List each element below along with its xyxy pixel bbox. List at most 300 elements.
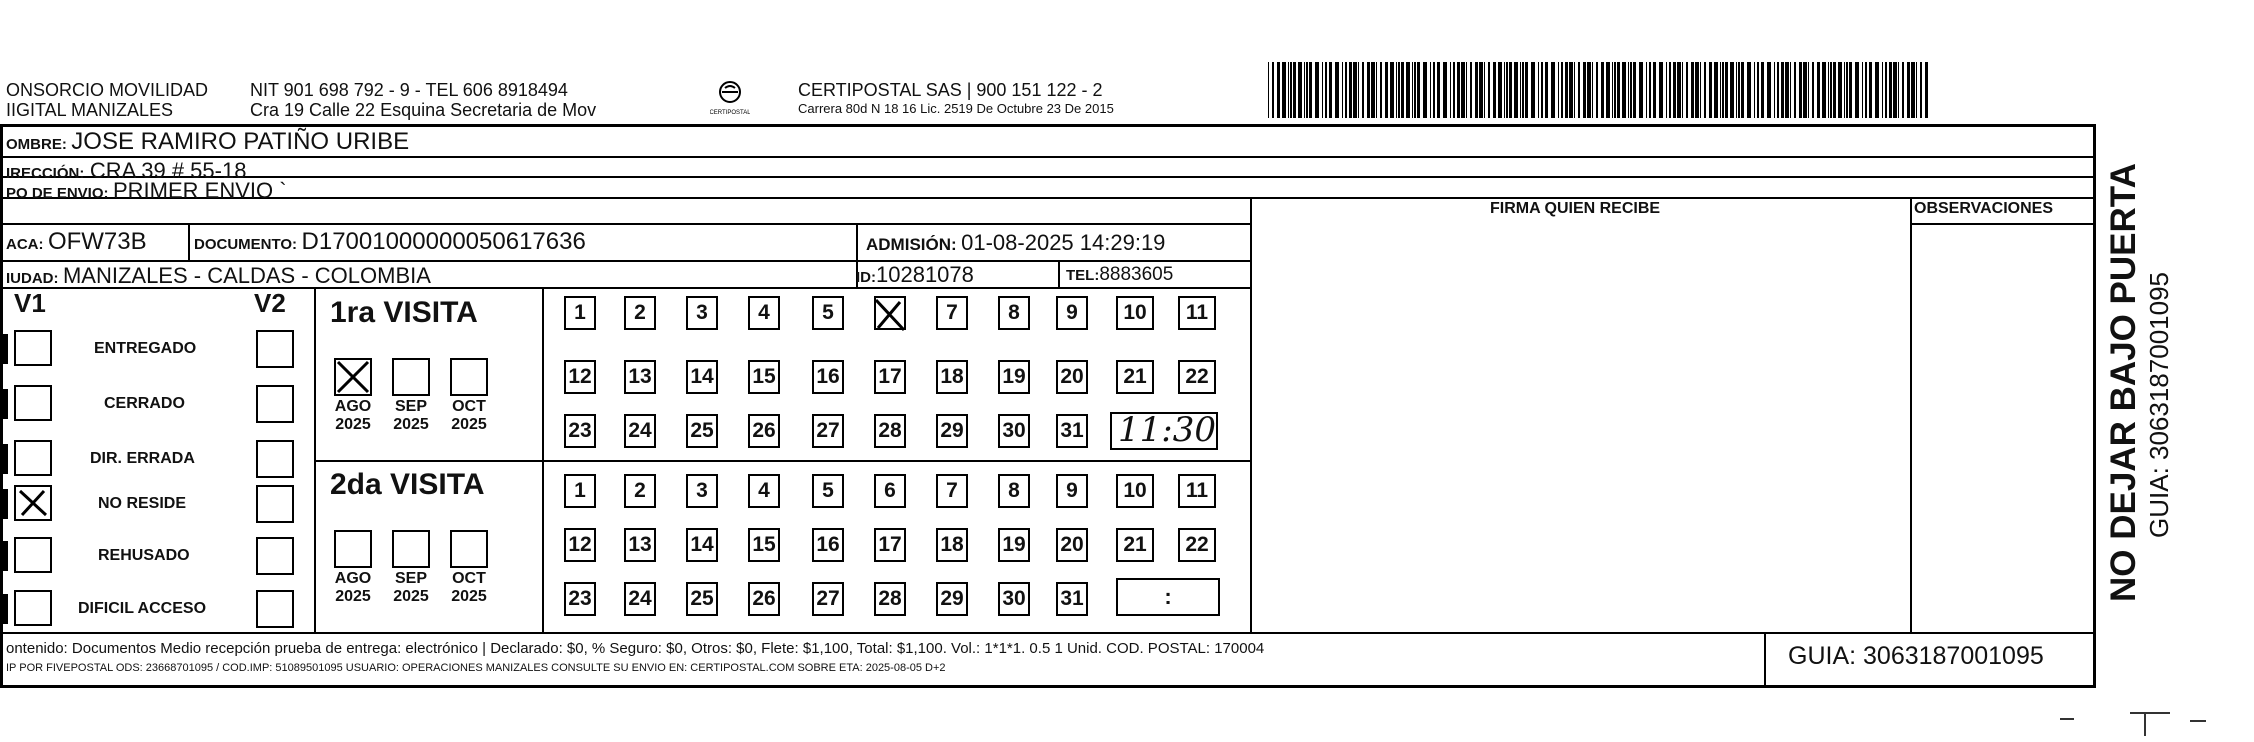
barcode-bar [1583, 62, 1586, 118]
barcode-bar [1606, 62, 1610, 118]
first-visit-day-13[interactable]: 13 [624, 360, 656, 394]
month-year-label [332, 570, 374, 606]
first-visit-day-19[interactable]: 19 [998, 360, 1030, 394]
divider [1250, 197, 1252, 634]
barcode-bar [1833, 62, 1836, 118]
barcode-bar [1569, 62, 1573, 118]
placa-field: ACA: OFW73B [6, 228, 147, 255]
barcode-bar [1720, 62, 1721, 118]
documento-field: DOCUMENTO: D17001000000050617636 [194, 228, 586, 255]
first-visit-day-4[interactable]: 4 [748, 296, 780, 330]
second-visit-day-27[interactable]: 27 [812, 582, 844, 616]
barcode-bar [1493, 62, 1496, 118]
barcode-bar [1466, 62, 1467, 118]
barcode-bar [1754, 62, 1755, 118]
barcode-bar [1808, 62, 1809, 118]
divider [0, 197, 2096, 199]
first-visit-day-27[interactable]: 27 [812, 414, 844, 448]
check-x-icon [16, 487, 50, 519]
barcode-bar [1342, 62, 1343, 118]
second-visit-day-11[interactable]: 11 [1178, 474, 1216, 508]
second-visit-time-box: : [1116, 578, 1220, 616]
second-visit-day-21[interactable]: 21 [1116, 528, 1154, 562]
barcode-bar [1659, 62, 1663, 118]
barcode-bar [1353, 62, 1357, 118]
barcode-bar [1309, 62, 1312, 118]
status-label: DIFICIL ACCESO [78, 600, 207, 617]
status-v1-checkbox[interactable] [14, 485, 52, 521]
barcode-bar [1290, 62, 1292, 118]
second-visit-day-23[interactable]: 23 [564, 582, 596, 616]
row-marker [0, 489, 8, 519]
direccion-row: IRECCIÓN: CRA 39 # 55-18 [6, 158, 247, 183]
barcode-bar [1898, 62, 1899, 118]
row-marker [0, 389, 8, 419]
barcode-bar [1911, 62, 1915, 118]
barcode-bar [1902, 62, 1904, 118]
barcode-bar [1907, 62, 1910, 118]
barcode-bar [1470, 62, 1472, 118]
barcode-bar [1498, 62, 1502, 118]
second-visit-day-29[interactable]: 29 [936, 582, 968, 616]
barcode-bar [1592, 62, 1593, 118]
barcode-bar [1889, 62, 1892, 118]
barcode-bar [1738, 62, 1740, 118]
barcode-bar [1325, 62, 1327, 118]
barcode-bar [1803, 62, 1807, 118]
scan-noise [2144, 712, 2146, 736]
barcode-bar [1453, 62, 1455, 118]
year-label: 2025 [451, 588, 487, 605]
barcode-bar [1920, 62, 1922, 118]
first-visit-day-21[interactable]: 21 [1116, 360, 1154, 394]
first-visit-day-10[interactable]: 10 [1116, 296, 1154, 330]
row-marker [0, 444, 8, 474]
barcode-bar [1558, 62, 1559, 118]
barcode-bar [1406, 62, 1410, 118]
barcode-bar [1885, 62, 1887, 118]
barcode-bar [1345, 62, 1347, 118]
barcode-bar [1614, 62, 1616, 118]
first-visit-day-20[interactable]: 20 [1056, 360, 1088, 394]
barcode-bar [1551, 62, 1555, 118]
barcode-bar [1596, 62, 1598, 118]
first-visit-month-checkbox[interactable] [450, 358, 488, 396]
barcode-bar [1268, 62, 1269, 118]
barcode [1268, 62, 1936, 118]
first-visit-day-8[interactable]: 8 [998, 296, 1030, 330]
barcode-bar [1869, 62, 1872, 118]
barcode-bar [1646, 62, 1647, 118]
barcode-bar [1362, 62, 1364, 118]
divider [314, 460, 1250, 462]
month-label: SEP [394, 398, 427, 415]
status-v1-checkbox[interactable] [14, 385, 52, 421]
month-year-label [448, 570, 490, 606]
second-visit-day-15[interactable]: 15 [748, 528, 780, 562]
imp-line: IP POR FIVEPOSTAL ODS: 23668701095 / COD.IMP: 51089501095 USUARIO: OPERACIONES MANIZALES CONSULTE SU ENVIO EN: CERTIPOSTAL.COM SOBRE ETA: 2025-08-05 D+2 [6, 662, 946, 674]
month-label: OCT [452, 570, 486, 587]
barcode-bar [1488, 62, 1490, 118]
content-line: ontenido: Documentos Medio recepción prueba de entrega: electrónico | Declarado: $0, % Seguro: $0, Otros: $0, Flete: $1,100, Total: $1,100. Vol.: 1*1*1. 0.5 1 Unid. COD. POSTAL: 170004 [6, 640, 1265, 657]
barcode-bar [1390, 62, 1394, 118]
barcode-bar [1509, 62, 1512, 118]
status-v2-checkbox[interactable] [256, 485, 294, 523]
divider [1764, 632, 1766, 688]
barcode-bar [1865, 62, 1867, 118]
first-visit-day-31[interactable]: 31 [1056, 414, 1088, 448]
barcode-bar [1522, 62, 1524, 118]
barcode-bar [1781, 62, 1784, 118]
barcode-bar [1700, 62, 1701, 118]
second-visit-day-31[interactable]: 31 [1056, 582, 1088, 616]
barcode-bar [1380, 62, 1382, 118]
scan-noise [2190, 720, 2206, 722]
side-warning: NO DEJAR BAJO PUERTA [2104, 163, 2143, 602]
barcode-bar [1545, 62, 1548, 118]
courier-name: CERTIPOSTAL SAS | 900 151 122 - 2 [798, 80, 1103, 100]
first-visit-day-1[interactable]: 1 [564, 296, 596, 330]
barcode-bar [1587, 62, 1591, 118]
month-label: AGO [334, 398, 372, 415]
barcode-bar [1525, 62, 1528, 118]
barcode-bar [1653, 62, 1656, 118]
barcode-bar [1882, 62, 1883, 118]
status-label: DIR. ERRADA [90, 450, 195, 467]
barcode-bar [1709, 62, 1712, 118]
barcode-bar [1506, 62, 1508, 118]
barcode-bar [1822, 62, 1826, 118]
first-visit-day-22[interactable]: 22 [1178, 360, 1216, 394]
barcode-bar [1574, 62, 1575, 118]
second-visit-day-9[interactable]: 9 [1056, 474, 1088, 508]
row-marker [0, 334, 8, 364]
barcode-bar [1695, 62, 1699, 118]
status-v2-checkbox[interactable] [256, 385, 294, 423]
second-visit-day-1[interactable]: 1 [564, 474, 596, 508]
barcode-bar [1628, 62, 1629, 118]
first-visit-day-3[interactable]: 3 [686, 296, 718, 330]
first-visit-day-14[interactable]: 14 [686, 360, 718, 394]
barcode-bar [1893, 62, 1897, 118]
status-v2-checkbox[interactable] [256, 330, 294, 368]
second-visit-day-26[interactable]: 26 [748, 582, 780, 616]
first-visit-day-12[interactable]: 12 [564, 360, 596, 394]
barcode-bar [1461, 62, 1465, 118]
barcode-bar [1682, 62, 1683, 118]
barcode-bar [1855, 62, 1859, 118]
barcode-bar [1329, 62, 1332, 118]
ago-check-mark [334, 358, 374, 398]
barcode-bar [1617, 62, 1620, 118]
barcode-bar [1704, 62, 1706, 118]
company-nit: NIT 901 698 792 - 9 - TEL 606 8918494 Cra 19 Calle 22 Esquina Secretaria de Mov [250, 80, 597, 120]
barcode-bar [1794, 62, 1796, 118]
barcode-bar [1450, 62, 1451, 118]
year-label: 2025 [393, 588, 429, 605]
year-label: 2025 [451, 416, 487, 433]
barcode-bar [1730, 62, 1734, 118]
row-marker [0, 594, 8, 624]
barcode-bar [1612, 62, 1613, 118]
barcode-bar [1298, 62, 1302, 118]
barcode-bar [1484, 62, 1485, 118]
second-visit-month-checkbox[interactable] [334, 530, 372, 568]
divider [0, 176, 2096, 178]
status-label: REHUSADO [98, 547, 190, 564]
ciudad-field: IUDAD: MANIZALES - CALDAS - COLOMBIA [6, 263, 431, 288]
scan-noise [2130, 712, 2170, 714]
barcode-bar [1457, 62, 1460, 118]
barcode-bar [1371, 62, 1375, 118]
second-visit-day-12[interactable]: 12 [564, 528, 596, 562]
courier-license: Carrera 80d N 18 16 Lic. 2519 De Octubre 23 De 2015 [798, 101, 1114, 116]
second-visit-day-19[interactable]: 19 [998, 528, 1030, 562]
barcode-bar [1673, 62, 1676, 118]
second-visit-day-3[interactable]: 3 [686, 474, 718, 508]
barcode-bar [1322, 62, 1323, 118]
barcode-bar [1666, 62, 1667, 118]
first-visit-day-17[interactable]: 17 [874, 360, 906, 394]
barcode-bar [1412, 62, 1413, 118]
barcode-bar [1538, 62, 1539, 118]
barcode-bar [1736, 62, 1737, 118]
second-visit-day-22[interactable]: 22 [1178, 528, 1216, 562]
barcode-bar [1691, 62, 1694, 118]
first-visit-time-box [1110, 412, 1218, 450]
certipostal-logo [710, 78, 750, 114]
status-label: CERRADO [104, 395, 185, 412]
barcode-bar [1423, 62, 1427, 118]
second-visit-day-4[interactable]: 4 [748, 474, 780, 508]
status-v1-checkbox[interactable] [14, 590, 52, 626]
barcode-bar [1761, 62, 1764, 118]
barcode-bar [1433, 62, 1435, 118]
barcode-bar [1714, 62, 1718, 118]
barcode-bar [1520, 62, 1521, 118]
barcode-bar [1430, 62, 1431, 118]
second-visit-day-7[interactable]: 7 [936, 474, 968, 508]
second-visit-day-28[interactable]: 28 [874, 582, 906, 616]
barcode-bar [1335, 62, 1339, 118]
barcode-bar [1916, 62, 1917, 118]
first-visit-day-29[interactable]: 29 [936, 414, 968, 448]
month-year-label [390, 398, 432, 434]
status-label: NO RESIDE [98, 495, 187, 512]
status-v1-checkbox[interactable] [14, 440, 52, 476]
month-year-label [390, 570, 432, 606]
barcode-bar [1514, 62, 1518, 118]
second-visit-day-2[interactable]: 2 [624, 474, 656, 508]
first-visit-day-25[interactable]: 25 [686, 414, 718, 448]
first-visit-day-15[interactable]: 15 [748, 360, 780, 394]
first-visit-time: 11:30 [1118, 410, 1216, 450]
barcode-bar [1288, 62, 1289, 118]
barcode-bar [1844, 62, 1845, 118]
barcode-bar [1277, 62, 1280, 118]
tipo-envio-row: PO DE ENVIO: PRIMER ENVIO ` [6, 178, 287, 203]
barcode-bar [1622, 62, 1626, 118]
second-visit-day-30[interactable]: 30 [998, 582, 1030, 616]
first-visit-day-30[interactable]: 30 [998, 414, 1030, 448]
second-visit-day-25[interactable]: 25 [686, 582, 718, 616]
barcode-bar [1767, 62, 1771, 118]
divider [0, 156, 2096, 158]
row-marker [0, 541, 8, 571]
barcode-bar [1686, 62, 1688, 118]
barcode-bar [1925, 62, 1928, 118]
first-visit-day-18[interactable]: 18 [936, 360, 968, 394]
barcode-bar [1376, 62, 1377, 118]
barcode-bar [1630, 62, 1632, 118]
divider [1058, 262, 1060, 288]
barcode-bar [1272, 62, 1274, 118]
first-visit-day-28[interactable]: 28 [874, 414, 906, 448]
second-visit-day-17[interactable]: 17 [874, 528, 906, 562]
barcode-bar [1414, 62, 1416, 118]
second-visit-day-13[interactable]: 13 [624, 528, 656, 562]
admision-field: ADMISIÓN: 01-08-2025 14:29:19 [866, 230, 1166, 255]
divider [188, 224, 190, 261]
barcode-bar [1443, 62, 1447, 118]
status-v1-checkbox[interactable] [14, 330, 52, 366]
first-visit-day-7[interactable]: 7 [936, 296, 968, 330]
divider [1910, 197, 1912, 634]
barcode-bar [1367, 62, 1370, 118]
id-field: ID:10281078 [856, 262, 974, 287]
barcode-bar [1722, 62, 1724, 118]
status-v2-checkbox[interactable] [256, 440, 294, 478]
first-visit-day-2[interactable]: 2 [624, 296, 656, 330]
second-visit-day-20[interactable]: 20 [1056, 528, 1088, 562]
barcode-bar [1846, 62, 1848, 118]
barcode-bar [1304, 62, 1305, 118]
nombre-row: OMBRE: JOSE RAMIRO PATIÑO URIBE [6, 128, 410, 155]
tel-field: TEL:8883605 [1066, 264, 1174, 285]
barcode-bar [1790, 62, 1791, 118]
barcode-bar [1677, 62, 1681, 118]
second-visit-month-checkbox[interactable] [392, 530, 430, 568]
barcode-bar [1669, 62, 1671, 118]
first-visit-day-24[interactable]: 24 [624, 414, 656, 448]
barcode-bar [1875, 62, 1879, 118]
divider [1910, 223, 2096, 225]
year-label: 2025 [335, 416, 371, 433]
barcode-bar [1358, 62, 1359, 118]
first-visit-day-16[interactable]: 16 [812, 360, 844, 394]
barcode-bar [1817, 62, 1820, 118]
barcode-bar [1565, 62, 1568, 118]
second-visit-day-5[interactable]: 5 [812, 474, 844, 508]
guia-number: GUIA: 3063187001095 [1788, 642, 2044, 670]
barcode-bar [1479, 62, 1483, 118]
second-visit-day-24[interactable]: 24 [624, 582, 656, 616]
barcode-bar [1777, 62, 1779, 118]
first-visit-month-checkbox[interactable] [392, 358, 430, 396]
first-visit-day-11[interactable]: 11 [1178, 296, 1216, 330]
barcode-bar [1774, 62, 1775, 118]
barcode-bar [1757, 62, 1759, 118]
first-visit-day-26[interactable]: 26 [748, 414, 780, 448]
second-visit-day-8[interactable]: 8 [998, 474, 1030, 508]
second-visit-day-14[interactable]: 14 [686, 528, 718, 562]
barcode-bar [1531, 62, 1535, 118]
barcode-bar [1830, 62, 1832, 118]
scan-noise [2060, 718, 2074, 720]
side-guia: GUIA: 3063187001095 [2144, 272, 2174, 538]
barcode-bar [1315, 62, 1319, 118]
barcode-bar [1398, 62, 1400, 118]
month-year-label [448, 398, 490, 434]
barcode-bar [1838, 62, 1842, 118]
barcode-bar [1639, 62, 1643, 118]
barcode-bar [1504, 62, 1505, 118]
barcode-bar [1799, 62, 1802, 118]
first-visit-title: 1ra VISITA [330, 296, 478, 329]
company-name: ONSORCIO MOVILIDAD IIGITAL MANIZALES [6, 80, 209, 120]
barcode-bar [1601, 62, 1604, 118]
second-visit-title: 2da VISITA [330, 468, 485, 501]
barcode-bar [1306, 62, 1308, 118]
first-visit-day-23[interactable]: 23 [564, 414, 596, 448]
barcode-bar [1282, 62, 1286, 118]
barcode-bar [1396, 62, 1397, 118]
barcode-bar [1849, 62, 1852, 118]
barcode-bar [1541, 62, 1543, 118]
barcode-bar [1437, 62, 1440, 118]
second-visit-month-checkbox[interactable] [450, 530, 488, 568]
barcode-bar [1747, 62, 1751, 118]
barcode-bar [1293, 62, 1296, 118]
barcode-bar [1561, 62, 1563, 118]
status-v2-checkbox[interactable] [256, 537, 294, 575]
observaciones-header: OBSERVACIONES [1914, 200, 2053, 217]
status-v2-checkbox[interactable] [256, 590, 294, 628]
second-visit-day-10[interactable]: 10 [1116, 474, 1154, 508]
day-6-check-mark [870, 296, 910, 336]
year-label: 2025 [335, 588, 371, 605]
barcode-bar [1741, 62, 1744, 118]
barcode-bar [1401, 62, 1404, 118]
barcode-bar [1828, 62, 1829, 118]
status-v1-checkbox[interactable] [14, 537, 52, 573]
barcode-bar [1649, 62, 1651, 118]
month-label: OCT [452, 398, 486, 415]
second-visit-day-6[interactable]: 6 [874, 474, 906, 508]
barcode-bar [1578, 62, 1580, 118]
barcode-bar [1785, 62, 1789, 118]
month-label: AGO [334, 570, 372, 587]
month-year-label [332, 398, 374, 434]
month-label: SEP [394, 570, 427, 587]
barcode-bar [1812, 62, 1814, 118]
first-visit-day-9[interactable]: 9 [1056, 296, 1088, 330]
second-visit-day-16[interactable]: 16 [812, 528, 844, 562]
barcode-bar [1633, 62, 1636, 118]
v2-header: V2 [254, 288, 286, 318]
year-label: 2025 [393, 416, 429, 433]
second-visit-day-18[interactable]: 18 [936, 528, 968, 562]
v1-header: V1 [14, 288, 46, 318]
firma-header: FIRMA QUIEN RECIBE [1490, 200, 1661, 217]
logo-caption: CERTIPOSTAL [710, 110, 750, 116]
barcode-bar [1475, 62, 1478, 118]
barcode-bar [1417, 62, 1420, 118]
barcode-bar [1862, 62, 1863, 118]
barcode-bar [1385, 62, 1388, 118]
barcode-bar [1725, 62, 1728, 118]
first-visit-day-5[interactable]: 5 [812, 296, 844, 330]
